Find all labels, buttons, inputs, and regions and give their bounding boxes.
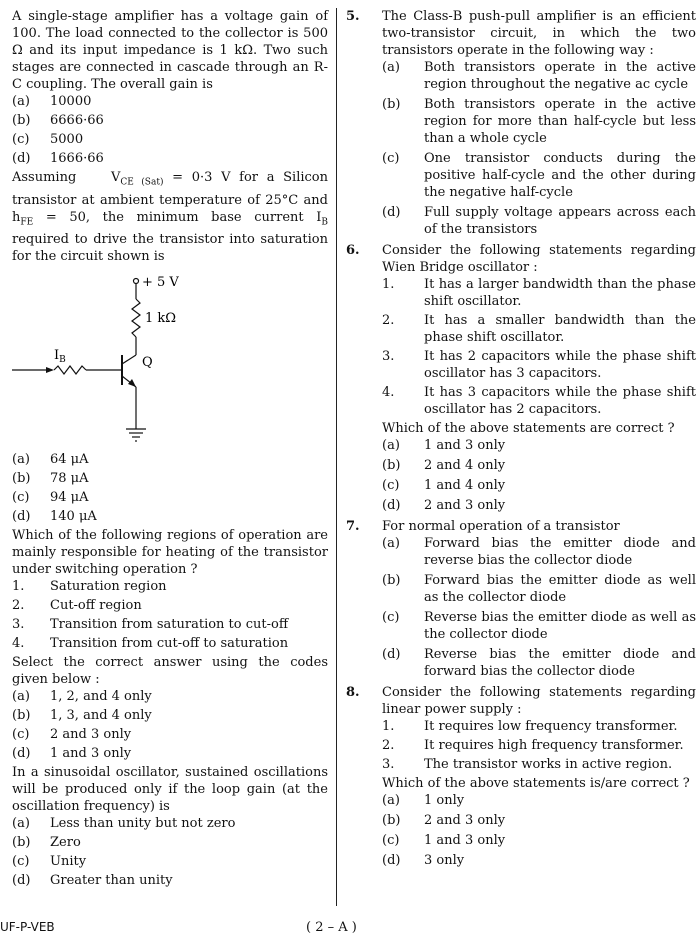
question-3 [12, 527, 328, 762]
option-label: (a) [382, 793, 400, 808]
question-7-options [382, 535, 696, 680]
option-text: 1 only [424, 793, 465, 808]
option-label: (b) [12, 835, 31, 851]
question-4-stem: In a sinusoidal oscillator, sustained oscillations will be produced only if the loop gain (at the oscillation frequency) is [12, 765, 328, 815]
left-column [12, 8, 328, 891]
option-text: 1, 2, and 4 only [50, 689, 152, 705]
statement [382, 384, 696, 418]
question-2-options [12, 451, 328, 525]
question-4-options [12, 815, 328, 889]
column-divider [336, 8, 337, 906]
option-text: Zero [50, 835, 81, 851]
question-1-options [12, 93, 328, 167]
option-text: 94 μA [50, 490, 89, 506]
option-label: (b) [382, 458, 401, 473]
statement-text: It requires low frequency transformer. [424, 719, 678, 734]
option-text: One transistor conducts during the positive half-cycle and the other during the negative half-cycle [424, 151, 696, 200]
question-3-statements [12, 578, 328, 652]
page-number: ( 2 – A ) [306, 920, 357, 935]
option-text: 140 μA [50, 509, 97, 525]
question-8-stem: Consider the following statements regarding linear power supply : [382, 685, 696, 717]
option [12, 150, 328, 167]
option-label: (c) [12, 727, 30, 743]
option-text: 2 and 3 only [424, 498, 506, 513]
option [12, 688, 328, 705]
statement-text: Transition from saturation to cut-off [50, 617, 289, 633]
question-5-number: 5. [346, 9, 360, 24]
option [12, 745, 328, 762]
statement [12, 616, 328, 633]
resistor-label: 1 kΩ [145, 311, 177, 327]
statement-label: 1. [382, 719, 395, 734]
supply-label: + 5 V [142, 275, 179, 291]
option-text: Greater than unity [50, 873, 173, 889]
option-label: (d) [382, 205, 401, 220]
statement-text: It has 3 capacitors while the phase shift oscillator has 2 capacitors. [424, 385, 696, 417]
option-label: (b) [382, 97, 401, 112]
statement [12, 597, 328, 614]
supply-terminal [134, 279, 139, 284]
option [12, 726, 328, 743]
option-label: (a) [12, 452, 30, 468]
option [382, 150, 696, 201]
option-text: 2 and 3 only [424, 813, 506, 828]
question-6-statements [382, 276, 696, 418]
collector-resistor [132, 299, 140, 337]
statement [382, 756, 696, 773]
base-resistor [54, 366, 86, 374]
option [12, 815, 328, 832]
option-label: (c) [382, 833, 400, 848]
option-label: (d) [12, 746, 31, 762]
option [382, 59, 696, 93]
option-text: 1 and 3 only [424, 833, 506, 848]
option-label: (c) [382, 151, 400, 166]
option-text: 2 and 3 only [50, 727, 132, 743]
option-text: Less than unity but not zero [50, 816, 236, 832]
statement-text: It has 2 capacitors while the phase shift oscillator has 3 capacitors. [424, 349, 696, 381]
option-label: (a) [382, 438, 400, 453]
option-label: (d) [12, 509, 31, 525]
option-label: (a) [12, 94, 30, 109]
question-5-options [382, 59, 696, 238]
option [12, 131, 328, 148]
option-text: 1 and 4 only [424, 478, 506, 493]
question-8-statements [382, 718, 696, 773]
option-label: (b) [12, 471, 31, 487]
option-text: 1 and 3 only [424, 438, 506, 453]
option-label: (c) [382, 610, 400, 625]
option-text: Unity [50, 854, 87, 870]
question-8-options [382, 792, 696, 869]
right-column [346, 8, 696, 872]
option [12, 853, 328, 870]
option [382, 852, 696, 869]
option-label: (b) [382, 813, 401, 828]
question-6 [346, 242, 696, 514]
option-text: 2 and 4 only [424, 458, 506, 473]
statement-label: 1. [382, 277, 395, 292]
option [12, 451, 328, 468]
question-6-number: 6. [346, 243, 360, 258]
statement-label: 2. [382, 313, 395, 328]
statement-text: It has a smaller bandwidth than the phase shift oscillator. [424, 313, 696, 345]
statement [382, 737, 696, 754]
option-label: (d) [382, 853, 401, 868]
option-text: 78 μA [50, 471, 89, 487]
option [382, 204, 696, 238]
option-label: (c) [12, 490, 30, 506]
statement-text: Transition from cut-off to saturation [50, 636, 289, 652]
option [12, 93, 328, 110]
option [12, 508, 328, 525]
option-text: 1, 3, and 4 only [50, 708, 152, 724]
option-text: 1 and 3 only [50, 746, 132, 762]
statement-label: 4. [12, 636, 25, 652]
transistor-circuit-diagram [12, 267, 328, 447]
statement-label: 3. [382, 349, 395, 364]
option [382, 832, 696, 849]
option-text: 3 only [424, 853, 465, 868]
option-label: (a) [12, 689, 30, 705]
option [382, 572, 696, 606]
option [382, 497, 696, 514]
base-current-label: $I_B$ [54, 348, 66, 366]
option-label: (b) [12, 708, 31, 724]
question-2-stem: Assuming $V_{CE (Sat)} = 0\cdot 3$ V for a Silicon transistor at ambient temperature of 25°C and $h_{FE} = 50$, the minimum base current $I_B$ required to drive the transistor into saturation for the circuit shown is [12, 170, 328, 265]
option [382, 477, 696, 494]
statement-text: Cut-off region [50, 598, 142, 614]
statement [382, 312, 696, 346]
option-label: (d) [12, 151, 31, 166]
option-label: (d) [382, 647, 401, 662]
option-label: (c) [12, 854, 30, 870]
question-7-stem: For normal operation of a transistor [382, 519, 620, 534]
question-1-stem: A single-stage amplifier has a voltage gain of 100. The load connected to the collector is 500 Ω and its input impedance is 1 kΩ. Two such stages are connected in cascade through an R-C coupling. The overall gain is [12, 9, 328, 92]
question-3-select: Select the correct answer using the codes given below : [12, 655, 328, 688]
option [382, 609, 696, 643]
question-3-options [12, 688, 328, 762]
option-label: (c) [382, 478, 400, 493]
statement-label: 4. [382, 385, 395, 400]
statement-text: It requires high frequency transformer. [424, 738, 684, 753]
option-label: (d) [12, 873, 31, 889]
statement-label: 3. [12, 617, 25, 633]
question-8 [346, 684, 696, 869]
option [382, 646, 696, 680]
option-text: 6666·66 [50, 113, 104, 128]
option [12, 707, 328, 724]
question-6-stem: Consider the following statements regarding Wien Bridge oscillator : [382, 243, 696, 275]
question-8-select: Which of the above statements is/are correct ? [382, 776, 690, 791]
transistor-label: Q [142, 355, 153, 371]
statement-text: The transistor works in active region. [424, 757, 673, 772]
option [382, 457, 696, 474]
option-text: Both transistors operate in the active region for more than half-cycle but less than a whole cycle [424, 97, 696, 146]
option-label: (c) [12, 132, 30, 147]
option-text: 10000 [50, 94, 92, 109]
statement [382, 276, 696, 310]
option-text: Forward bias the emitter diode and reverse bias the collector diode [424, 536, 696, 568]
emitter-arrow [128, 379, 136, 387]
option-label: (a) [382, 60, 400, 75]
option-label: (d) [382, 498, 401, 513]
option-label: (a) [12, 816, 30, 832]
statement [12, 578, 328, 595]
statement-label: 1. [12, 579, 25, 595]
option [382, 96, 696, 147]
option-text: Both transistors operate in the active region throughout the negative ac cycle [424, 60, 696, 92]
statement [382, 718, 696, 735]
option [382, 812, 696, 829]
question-5 [346, 8, 696, 238]
statement-label: 2. [382, 738, 395, 753]
option-label: (b) [12, 113, 31, 128]
option [382, 792, 696, 809]
option-label: (a) [382, 536, 400, 551]
question-6-select: Which of the above statements are correct ? [382, 421, 675, 436]
question-3-stem: Which of the following regions of operation are mainly responsible for heating of the transistor under switching operation ? [12, 528, 328, 578]
option-text: 64 μA [50, 452, 89, 468]
question-7 [346, 518, 696, 680]
option-text: Reverse bias the emitter diode as well as the collector diode [424, 610, 696, 642]
question-2 [12, 169, 328, 525]
statement [12, 635, 328, 652]
statement-text: It has a larger bandwidth than the phase shift oscillator. [424, 277, 696, 309]
option [12, 470, 328, 487]
statement-label: 2. [12, 598, 25, 614]
paper-code: UF-P-VEB [0, 920, 55, 934]
question-1 [12, 8, 328, 167]
option [12, 872, 328, 889]
statement-label: 3. [382, 757, 395, 772]
statement [382, 348, 696, 382]
question-5-stem: The Class-B push-pull amplifier is an efficient two-transistor circuit, in which the two transistors operate in the following way : [382, 9, 696, 58]
question-4 [12, 764, 328, 889]
transistor-collector [122, 355, 136, 364]
question-6-options [382, 437, 696, 514]
option [12, 834, 328, 851]
option [382, 437, 696, 454]
question-7-number: 7. [346, 519, 360, 534]
option-text: Forward bias the emitter diode as well as the collector diode [424, 573, 696, 605]
option [382, 535, 696, 569]
statement-text: Saturation region [50, 579, 167, 595]
question-8-number: 8. [346, 685, 360, 700]
option [12, 489, 328, 506]
option-label: (b) [382, 573, 401, 588]
option-text: 1666·66 [50, 151, 104, 166]
option-text: Full supply voltage appears across each of the transistors [424, 205, 696, 237]
option-text: Reverse bias the emitter diode and forward bias the collector diode [424, 647, 696, 679]
option [12, 112, 328, 129]
option-text: 5000 [50, 132, 84, 147]
input-arrow [46, 367, 54, 373]
